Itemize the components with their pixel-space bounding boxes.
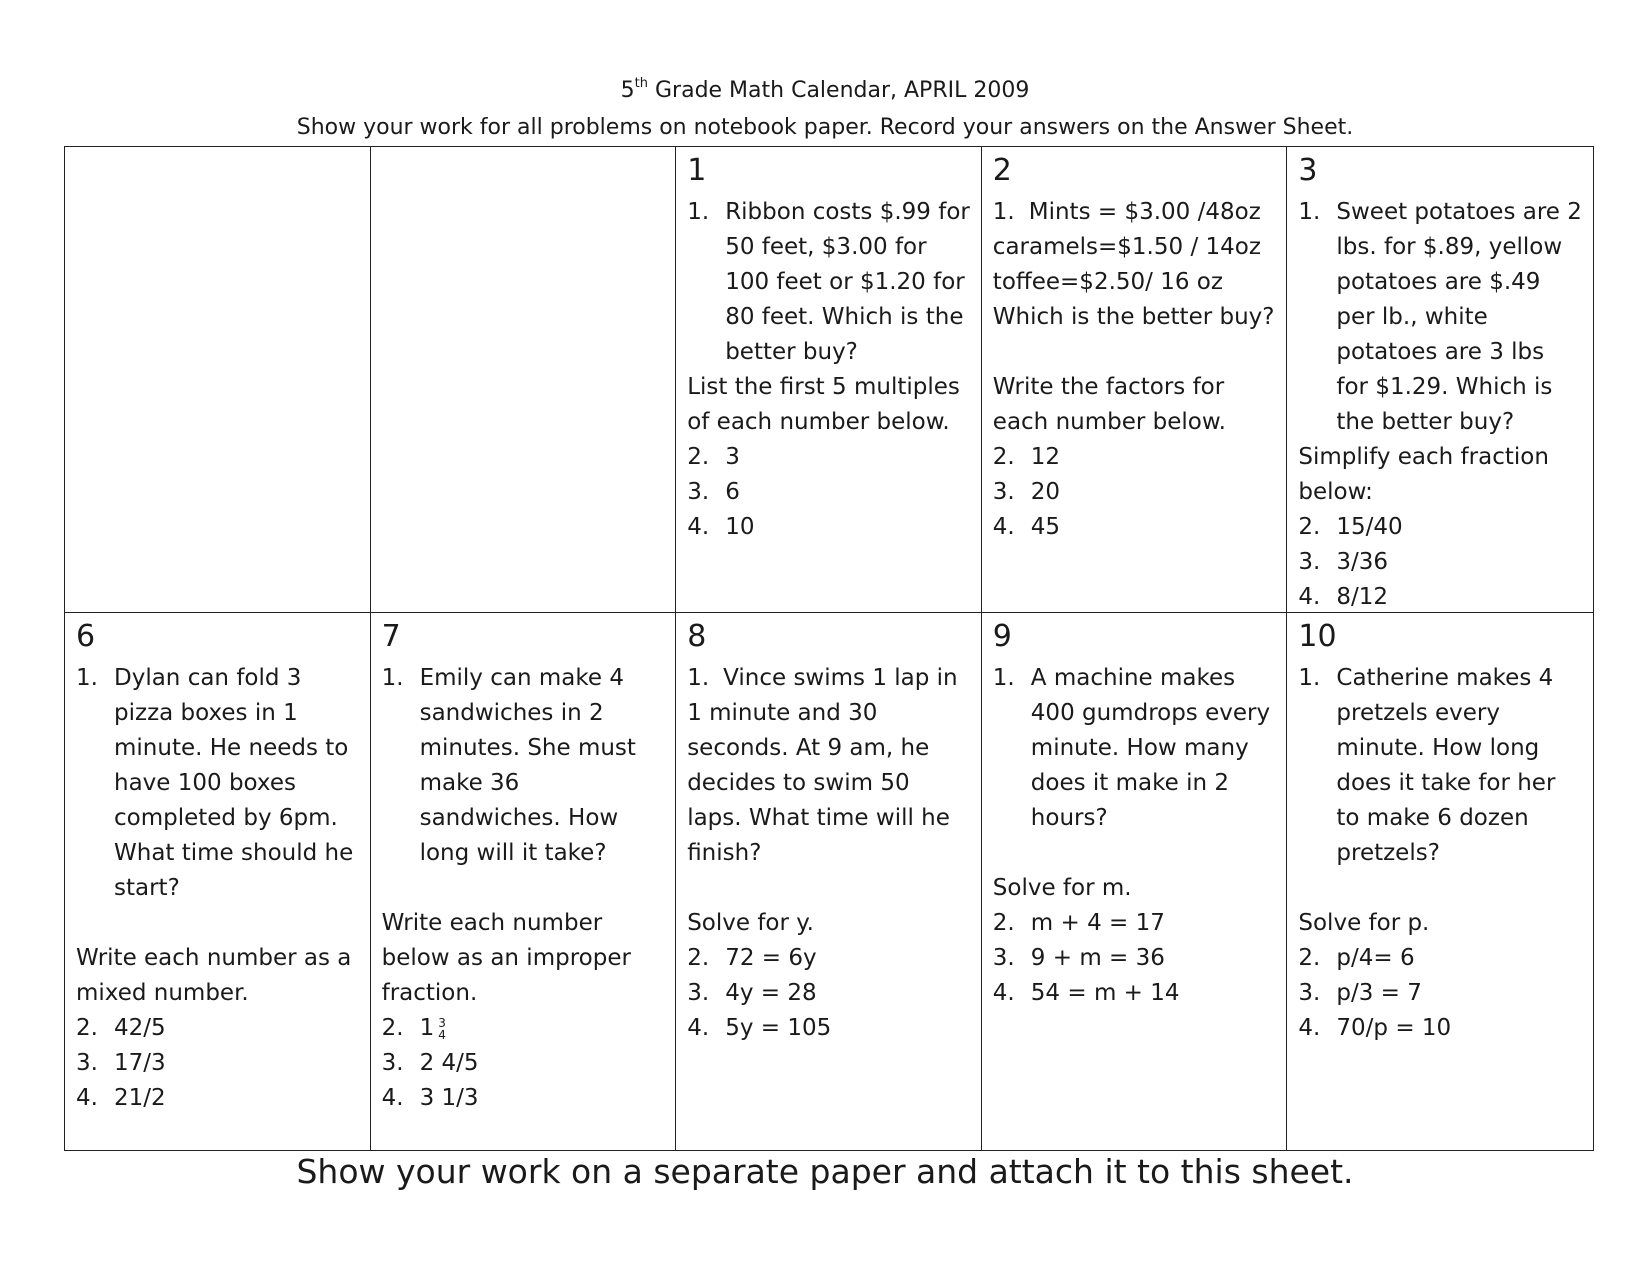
day-number: 3 (1298, 153, 1318, 188)
problem-4: 4. 10 (687, 514, 755, 540)
problem-1: 1. Ribbon costs $.99 for 50 feet, $3.00 for 100 feet or $1.20 for 80 feet. Which is the better buy? (687, 199, 970, 365)
problem-1: 1. Sweet potatoes are 2 lbs. for $.89, yellow potatoes are $.49 per lb., white potatoes are 3 lbs for $1.29. Which is the better buy? (1298, 199, 1582, 435)
problem-3: 3. 3/36 (1298, 549, 1389, 575)
mixed-number-whole: 1 (419, 1015, 435, 1041)
calendar-cell-day-1 (676, 147, 982, 613)
problem-2: 2. 72 = 6y (687, 945, 817, 971)
calendar-cell-day-3 (1287, 147, 1593, 613)
calendar-cell-day-8 (676, 613, 982, 1150)
title-superscript: th (634, 76, 648, 91)
problem-1: 1. Emily can make 4 sandwiches in 2 minutes. She must make 36 sandwiches. How long will it take? (381, 665, 636, 866)
instructions: Solve for y. (687, 910, 814, 936)
calendar-grid (64, 146, 1594, 1151)
day-number: 6 (76, 619, 96, 654)
calendar-cell-day-7 (371, 613, 677, 1150)
instructions: Solve for m. (992, 875, 1132, 901)
problem-1: 1. Dylan can fold 3 pizza boxes in 1 minute. He needs to have 100 boxes completed by 6pm. What time should he start? (76, 665, 354, 901)
day-number: 10 (1298, 619, 1337, 654)
day-number: 1 (687, 153, 707, 188)
problem-3: 3. p/3 = 7 (1298, 980, 1422, 1006)
problem-3: 3. 17/3 (76, 1050, 166, 1076)
day-number: 7 (381, 619, 401, 654)
day-number: 8 (687, 619, 707, 654)
problem-2: 2. p/4= 6 (1298, 945, 1415, 971)
problem-4: 4. 70/p = 10 (1298, 1015, 1452, 1041)
problem-2: 2. m + 4 = 17 (992, 910, 1165, 936)
problem-2: 2. 3 (687, 444, 740, 470)
instructions: Solve for p. (1298, 910, 1430, 936)
problem-1: 1. Mints = $3.00 /48oz (992, 199, 1261, 225)
page-subtitle: Show your work for all problems on notebook paper. Record your answers on the Answer Sheet. (296, 115, 1354, 140)
instructions: Write the factors for each number below. (992, 374, 1226, 435)
calendar-cell-empty-2 (371, 147, 677, 613)
problem-3: 3. 2 4/5 (381, 1050, 479, 1076)
footer-note: Show your work on a separate paper and attach it to this sheet. (296, 1152, 1354, 1191)
problem-3: 3. 6 (687, 479, 740, 505)
day-number: 9 (992, 619, 1012, 654)
problem-3: 3. 20 (992, 479, 1061, 505)
page-title (0, 78, 1650, 103)
problem-1: 1. A machine makes 400 gumdrops every minute. How many does it make in 2 hours? (992, 665, 1271, 831)
fraction-denominator: 4 (438, 1027, 446, 1042)
problem-2: 2. 15/40 (1298, 514, 1403, 540)
problem-1-continued: 1 minute and 30 seconds. At 9 am, he decides to swim 50 laps. What time will he finish? (687, 700, 950, 866)
problem-3: 3. 4y = 28 (687, 980, 817, 1006)
problem-2: 2. 12 (992, 444, 1061, 470)
problem-1-continued: caramels=$1.50 / 14oz toffee=$2.50/ 16 oz Which is the better buy? (992, 234, 1275, 330)
day-number: 2 (992, 153, 1012, 188)
fraction-numerator: 3 (438, 1015, 446, 1030)
calendar-cell-day-9 (982, 613, 1288, 1150)
problem-2: 2. 1 3 4 (381, 1015, 446, 1042)
problem-4: 4. 5y = 105 (687, 1015, 832, 1041)
problem-4: 4. 21/2 (76, 1085, 166, 1111)
instructions: Simplify each fraction below: (1298, 444, 1549, 505)
title-text: Grade Math Calendar, APRIL 2009 (648, 78, 1030, 103)
problem-4: 4. 3 1/3 (381, 1085, 479, 1111)
problem-1: 1. Catherine makes 4 pretzels every minute. How long does it take for her to make 6 dozen pretzels? (1298, 665, 1556, 866)
problem-4: 4. 45 (992, 514, 1061, 540)
instructions: Write each number as a mixed number. (76, 945, 352, 1006)
title-grade: 5 (620, 78, 635, 103)
calendar-cell-day-2 (982, 147, 1288, 613)
calendar-cell-day-10 (1287, 613, 1593, 1150)
problem-4: 4. 8/12 (1298, 584, 1389, 610)
instructions: List the first 5 multiples of each number below. (687, 374, 960, 435)
fraction (438, 1017, 446, 1041)
calendar-cell-empty-1 (65, 147, 371, 613)
problem-3: 3. 9 + m = 36 (992, 945, 1165, 971)
calendar-cell-day-6 (65, 613, 371, 1150)
problem-4: 4. 54 = m + 14 (992, 980, 1180, 1006)
instructions: Write each number below as an improper fraction. (381, 910, 631, 1006)
problem-2: 2. 42/5 (76, 1015, 166, 1041)
problem-1: 1. Vince swims 1 lap in (687, 665, 958, 691)
